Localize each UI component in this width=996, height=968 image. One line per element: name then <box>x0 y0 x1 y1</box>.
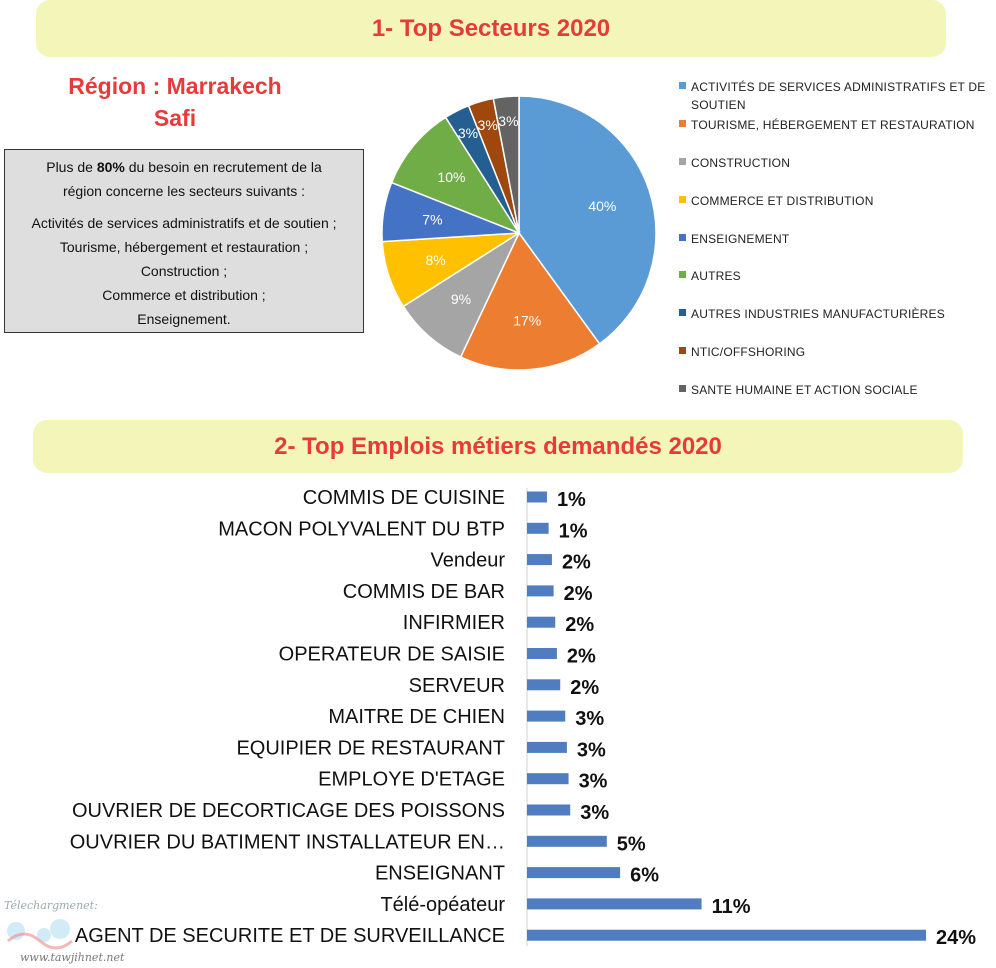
bar-value-label: 3% <box>580 802 610 824</box>
legend-label: SANTE HUMAINE ET ACTION SOCIALE <box>691 383 918 397</box>
pie-slice-label: 9% <box>450 290 472 307</box>
bar-category-label: INFIRMIER <box>402 612 505 635</box>
legend-label: COMMERCE ET DISTRIBUTION <box>691 194 874 208</box>
legend-item <box>679 305 989 323</box>
legend-swatch <box>679 271 686 278</box>
legend-label: CONSTRUCTION <box>691 156 791 170</box>
bar <box>527 523 549 534</box>
pie-slice-label: 3% <box>457 124 479 141</box>
bar <box>527 898 702 909</box>
watermark-download-text: Télechargmenet: <box>4 899 98 912</box>
legend-item <box>679 192 989 210</box>
bar <box>527 492 547 503</box>
bar <box>527 742 567 753</box>
info-item: Construction ; <box>140 263 228 279</box>
bar-value-label: 3% <box>575 708 605 731</box>
region-title <box>30 70 320 134</box>
pie-slice-label: 7% <box>422 211 443 228</box>
bar-category-label: SERVEUR <box>408 674 505 697</box>
legend-swatch <box>679 347 686 354</box>
bar-category-label: Vendeur <box>430 549 505 572</box>
region-title-line2: Safi <box>153 105 197 131</box>
bar-value-label: 2% <box>563 582 593 605</box>
legend-label: TOURISME, HÉBERGEMENT ET RESTAURATION <box>691 118 975 132</box>
info-line2: région concerne les secteurs suivants : <box>62 183 305 199</box>
region-title-line1: Région : Marrakech <box>68 73 282 99</box>
bar <box>527 867 620 878</box>
info-line1: Plus de 80% du besoin en recrutement de la <box>46 159 322 175</box>
legend-label: ENSEIGNEMENT <box>691 232 790 246</box>
legend-swatch <box>679 120 686 127</box>
section-title-sectors: 1- Top Secteurs 2020 <box>36 0 946 57</box>
info-item: Enseignement. <box>137 311 231 327</box>
legend-item <box>679 116 989 134</box>
bar <box>527 711 565 722</box>
bar-value-label: 1% <box>556 489 586 511</box>
pie-slice-label: 8% <box>425 252 446 269</box>
bar-category-label: EMPLOYE D'ETAGE <box>318 768 505 791</box>
legend-swatch <box>679 82 686 89</box>
bar-category-label: EQUIPIER DE RESTAURANT <box>236 737 505 760</box>
bar <box>527 554 552 565</box>
legend-swatch <box>679 385 686 392</box>
legend-swatch <box>679 196 686 203</box>
bar <box>527 679 560 690</box>
legend-label: NTIC/OFFSHORING <box>691 345 806 359</box>
pie-slice-label: 3% <box>498 113 519 130</box>
bar <box>527 773 569 784</box>
legend-swatch <box>679 234 686 241</box>
sector-pie-chart <box>370 92 670 392</box>
legend-item <box>679 230 989 248</box>
legend-swatch <box>679 309 686 316</box>
legend-label: ACTIVITÉS DE SERVICES ADMINISTRATIFS ET DE SOUTIEN <box>691 80 986 112</box>
bar-value-label: 11% <box>711 895 751 918</box>
bar <box>527 617 555 628</box>
bar-category-label: ENSEIGNANT <box>374 862 505 885</box>
info-box <box>4 149 364 333</box>
bar-value-label: 2% <box>566 645 596 668</box>
bar-category-label: Télé-opéateur <box>380 893 505 916</box>
bar-category-label: COMMIS DE BAR <box>342 580 505 603</box>
bar-value-label: 2% <box>561 551 591 574</box>
bar-value-label: 5% <box>616 833 646 856</box>
bar <box>527 648 557 659</box>
pie-slice-label: 10% <box>437 169 466 186</box>
legend-label: AUTRES <box>691 269 741 283</box>
pie-slice-label: 40% <box>588 197 617 214</box>
bar <box>527 930 926 941</box>
info-item: Tourisme, hébergement et restauration ; <box>59 239 309 255</box>
section-title-jobs: 2- Top Emplois métiers demandés 2020 <box>33 420 963 473</box>
legend-label: AUTRES INDUSTRIES MANUFACTURIÈRES <box>691 307 945 321</box>
bar-value-label: 3% <box>576 739 606 762</box>
bar-value-label: 24% <box>936 927 977 950</box>
jobs-bar-chart <box>0 480 996 960</box>
info-item: Activités de services administratifs et de soutien ; <box>31 215 337 231</box>
bar-value-label: 2% <box>565 614 595 637</box>
bar-category-label: MACON POLYVALENT DU BTP <box>218 518 505 541</box>
bar-value-label: 2% <box>570 676 600 699</box>
bar-category-label: AGENT DE SECURITE ET DE SURVEILLANCE <box>74 925 505 948</box>
legend-item <box>679 78 989 114</box>
bar <box>527 805 570 816</box>
pie-slice-label: 3% <box>477 117 498 134</box>
bar-value-label: 3% <box>578 770 608 793</box>
bar <box>527 836 607 847</box>
legend-item <box>679 343 989 361</box>
watermark-logo <box>0 895 160 968</box>
bar-value-label: 6% <box>630 864 660 887</box>
info-item: Commerce et distribution ; <box>102 287 266 303</box>
legend-item <box>679 381 989 399</box>
legend-item <box>679 154 989 172</box>
legend-swatch <box>679 158 686 165</box>
bar <box>527 585 554 596</box>
bar-value-label: 1% <box>558 520 588 543</box>
bar-category-label: OUVRIER DU BATIMENT INSTALLATEUR EN… <box>69 831 505 854</box>
bar-category-label: COMMIS DE CUISINE <box>302 487 505 509</box>
legend-item <box>679 267 989 285</box>
bar-category-label: MAITRE DE CHIEN <box>328 706 505 729</box>
watermark-url: www.tawjihnet.net <box>20 951 125 964</box>
bar-category-label: OUVRIER DE DECORTICAGE DES POISSONS <box>71 800 505 822</box>
bar-category-label: OPERATEUR DE SAISIE <box>278 643 505 666</box>
pie-slice-label: 17% <box>513 312 542 329</box>
